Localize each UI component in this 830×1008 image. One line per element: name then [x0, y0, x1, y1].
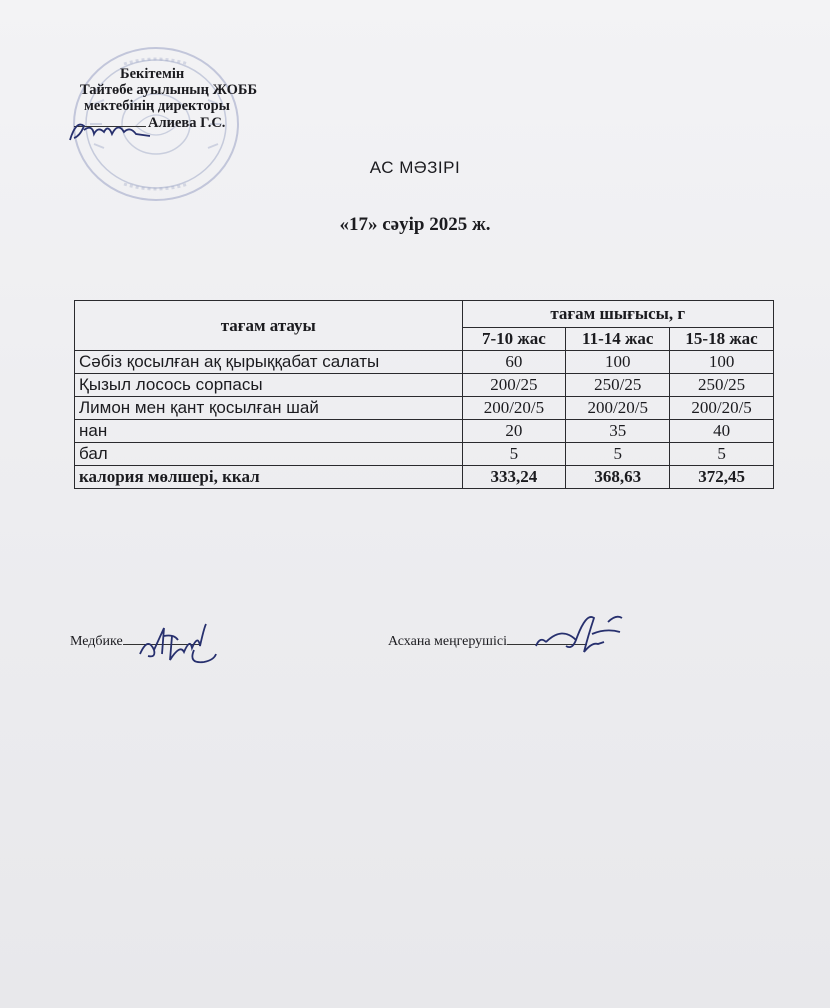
menu-date: «17» сәуір 2025 ж. [339, 214, 491, 235]
approval-line-3: мектебінің директоры [84, 98, 230, 114]
header-output: тағам шығысы, г [462, 301, 773, 328]
dish-value: 60 [462, 351, 566, 374]
dish-value: 200/20/5 [670, 397, 774, 420]
dish-value: 200/20/5 [462, 397, 566, 420]
total-label: калория мөлшері, ккал [75, 466, 463, 489]
dish-value: 200/20/5 [566, 397, 670, 420]
dish-value: 5 [462, 443, 566, 466]
dish-value: 100 [670, 351, 774, 374]
total-value: 372,45 [670, 466, 774, 489]
table-header-row [75, 301, 774, 328]
table-row [75, 374, 774, 397]
dish-value: 5 [670, 443, 774, 466]
dish-name: бал [75, 443, 463, 466]
dish-value: 250/25 [566, 374, 670, 397]
age-group-2: 11-14 жас [566, 328, 670, 351]
director-name: Алиева Г.С. [148, 115, 226, 131]
dish-value: 20 [462, 420, 566, 443]
nurse-signature [134, 614, 218, 676]
table-total-row [75, 466, 774, 489]
total-value: 368,63 [566, 466, 670, 489]
dish-name: нан [75, 420, 463, 443]
dish-value: 250/25 [670, 374, 774, 397]
table-row [75, 397, 774, 420]
cook-signature [532, 606, 628, 666]
dish-value: 35 [566, 420, 670, 443]
total-value: 333,24 [462, 466, 566, 489]
table-row [75, 443, 774, 466]
page-title: АС МӘЗІРІ [369, 158, 461, 177]
approval-line-2: Тайтөбе ауылының ЖОББ [80, 82, 258, 98]
dish-value: 100 [566, 351, 670, 374]
dish-name: Сәбіз қосылған ақ қырыққабат салаты [75, 351, 463, 374]
table-row [75, 420, 774, 443]
nurse-label: Медбике [70, 634, 123, 649]
dish-name: Лимон мен қант қосылған шай [75, 397, 463, 420]
age-group-3: 15-18 жас [670, 328, 774, 351]
dish-name: Қызыл лосось сорпасы [75, 374, 463, 397]
approval-line-1: Бекітемін [120, 66, 185, 82]
header-dish-name: тағам атауы [75, 301, 463, 351]
table-row [75, 351, 774, 374]
director-signature [66, 114, 156, 150]
dish-value: 200/25 [462, 374, 566, 397]
dish-value: 5 [566, 443, 670, 466]
dish-value: 40 [670, 420, 774, 443]
cook-label: Асхана меңгерушісі [388, 634, 507, 649]
menu-table [74, 300, 774, 489]
age-group-1: 7-10 жас [462, 328, 566, 351]
